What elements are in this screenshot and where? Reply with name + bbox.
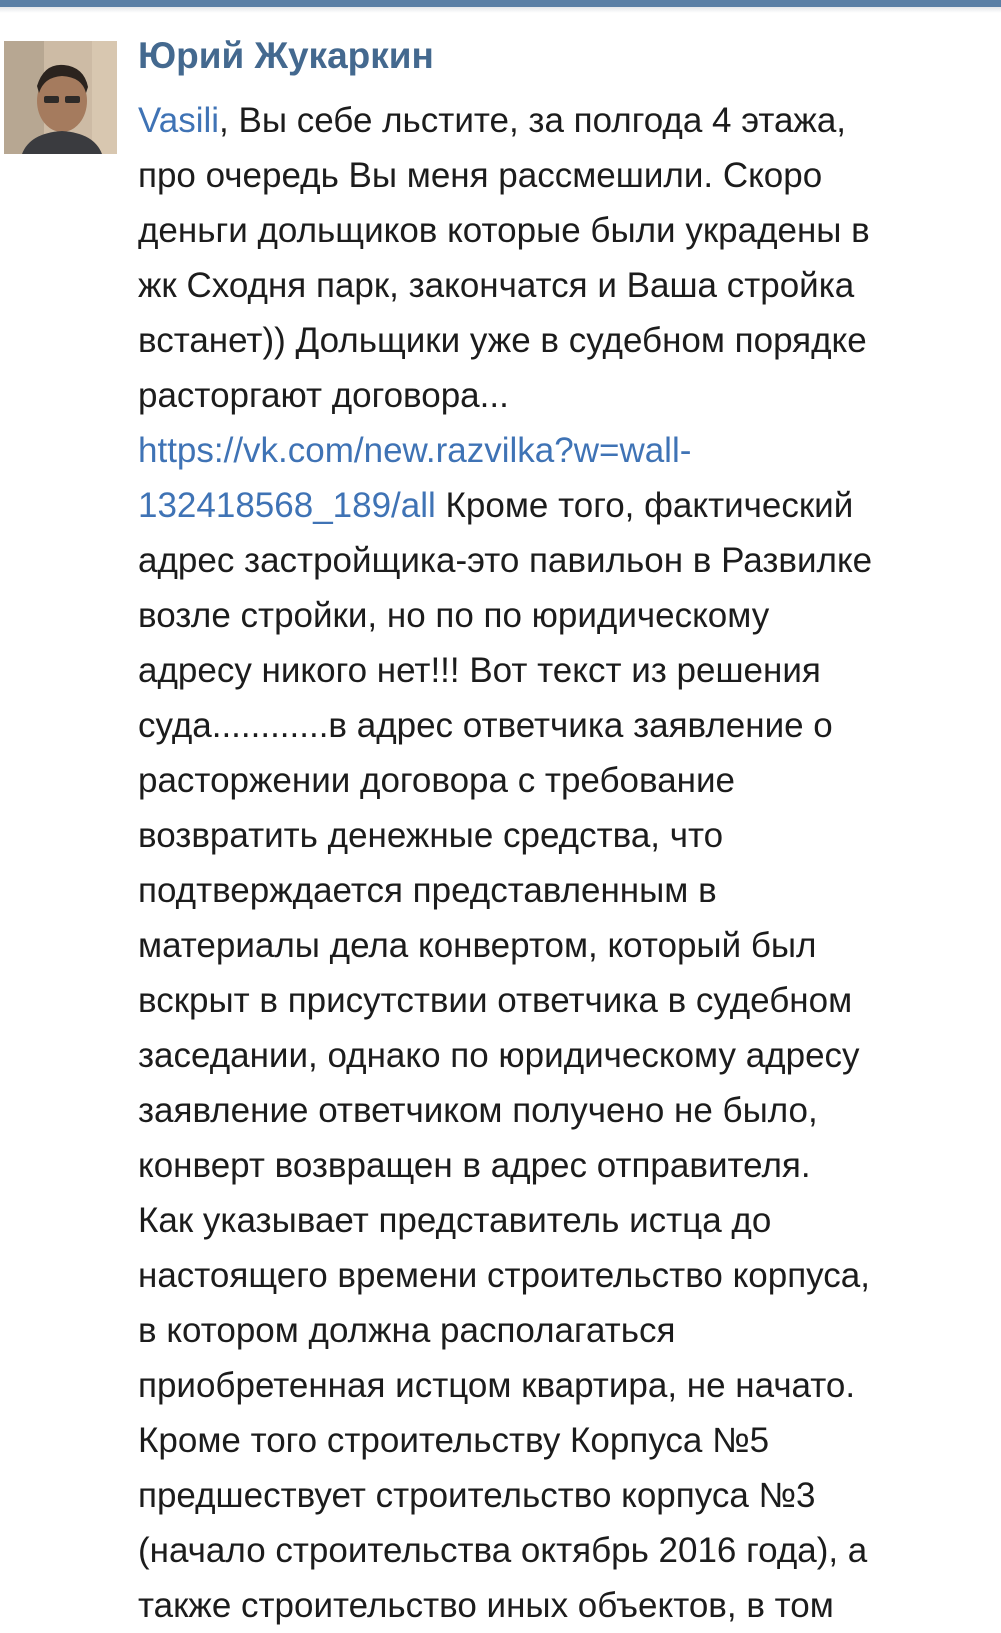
comment-line: 132418568_189/all Кроме того, фактический <box>138 486 854 525</box>
author-avatar[interactable] <box>4 41 117 154</box>
url-link[interactable]: https://vk.com/new.razvilka?w=wall- <box>138 431 692 470</box>
comment-line: Кроме того строительству Корпуса №5 <box>138 1421 770 1460</box>
comment-line: адрес застройщика-это павильон в Развилке <box>138 541 873 580</box>
comment-line: материалы дела конвертом, который был <box>138 926 817 965</box>
avatar-photo-icon <box>4 41 117 154</box>
comment-line: Vasili, Вы себе льстите, за полгода 4 этажа, <box>138 101 847 140</box>
comment-line: заседании, однако по юридическому адресу <box>138 1036 860 1075</box>
comment-line: предшествует строительство корпуса №3 <box>138 1476 816 1515</box>
comment-line: адресу никого нет!!! Вот текст из решения <box>138 651 821 690</box>
comment-line: конверт возвращен в адрес отправителя. <box>138 1146 811 1185</box>
top-bar <box>0 0 1001 7</box>
comment-line: возвратить денежные средства, что <box>138 816 724 855</box>
comment-line: суда............в адрес ответчика заявление о <box>138 706 833 745</box>
comment-line: расторгают договора... <box>138 376 509 415</box>
comment-line: настоящего времени строительство корпуса, <box>138 1256 870 1295</box>
comment-line: расторжении договора с требование <box>138 761 736 800</box>
mention-link[interactable]: Vasili <box>138 101 220 140</box>
comment-text <box>138 93 986 1633</box>
comment-line: (начало строительства октябрь 2016 года), а <box>138 1531 868 1570</box>
author-name[interactable]: Юрий Жукаркин <box>138 35 434 76</box>
comment-line: в котором должна располагаться <box>138 1311 676 1350</box>
comment <box>0 13 1001 1625</box>
comment-line: деньги дольщиков которые были украдены в <box>138 211 870 250</box>
comment-line: также строительство иных объектов, в том <box>138 1586 834 1625</box>
url-link-continued[interactable]: 132418568_189/all <box>138 486 436 525</box>
comment-line: Как указывает представитель истца до <box>138 1201 772 1240</box>
comment-line: возле стройки, но по по юридическому <box>138 596 770 635</box>
comment-line: жк Сходня парк, закончатся и Ваша стройка <box>138 266 855 305</box>
comment-line: подтверждается представленным в <box>138 871 717 910</box>
comment-line: вскрыт в присутствии ответчика в судебном <box>138 981 853 1020</box>
comment-line <box>138 423 986 478</box>
comment-line: заявление ответчиком получено не было, <box>138 1091 818 1130</box>
comment-line: про очередь Вы меня рассмешили. Скоро <box>138 156 823 195</box>
comment-line: встанет)) Дольщики уже в судебном порядке <box>138 321 867 360</box>
comment-line: приобретенная истцом квартира, не начато. <box>138 1366 856 1405</box>
